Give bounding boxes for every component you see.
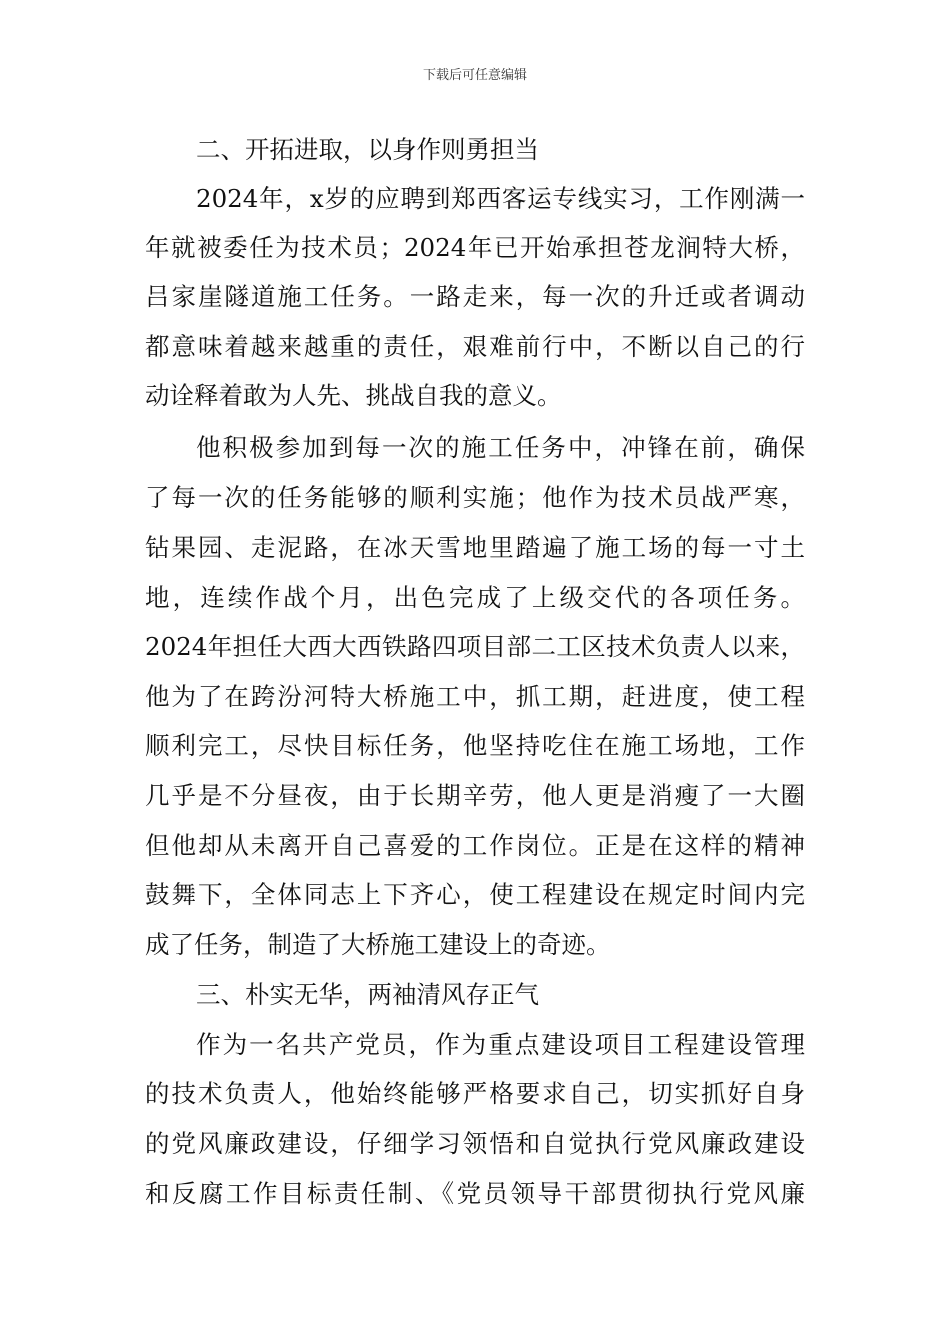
paragraph-line: 和反腐工作目标责任制、《党员领导干部贯彻执行党风廉 — [145, 1179, 805, 1208]
paragraph-line: 年就被委任为技术员；2024年已开始承担苍龙涧特大桥， — [145, 233, 805, 262]
paragraph-line: 成了任务，制造了大桥施工建设上的奇迹。 — [145, 930, 611, 959]
paragraph-line: 2024年担任大西大西铁路四项目部二工区技术负责人以来， — [145, 632, 805, 661]
paragraph-line: 他为了在跨汾河特大桥施工中，抓工期，赶进度，使工程 — [145, 682, 805, 711]
paragraph-line: 作为一名共产党员，作为重点建设项目工程建设管理 — [196, 1030, 805, 1059]
paragraph-line: 地，连续作战个月，出色完成了上级交代的各项任务。 — [145, 583, 805, 612]
paragraph-line: 鼓舞下，全体同志上下齐心，使工程建设在规定时间内完 — [145, 880, 805, 909]
paragraph-line: 的党风廉政建设，仔细学习领悟和自觉执行党风廉政建设 — [145, 1129, 805, 1158]
paragraph-line: 2024年，x岁的应聘到郑西客运专线实习，工作刚满一 — [196, 184, 805, 213]
paragraph-line: 钻果园、走泥路，在冰天雪地里踏遍了施工场的每一寸土 — [145, 533, 805, 562]
paragraph-line: 都意味着越来越重的责任，艰难前行中，不断以自己的行 — [145, 332, 805, 361]
paragraph-line: 几乎是不分昼夜，由于长期辛劳，他人更是消瘦了一大圈 — [145, 781, 805, 810]
paragraph-line: 的技术负责人，他始终能够严格要求自己，切实抓好自身 — [145, 1079, 805, 1108]
page-header: 下载后可任意编辑 — [422, 68, 527, 83]
paragraph-line: 顺利完工，尽快目标任务，他坚持吃住在施工场地，工作 — [145, 731, 805, 760]
section-heading-3: 三、朴实无华，两袖清风存正气 — [196, 980, 539, 1009]
paragraph-line: 但他却从未离开自己喜爱的工作岗位。正是在这样的精神 — [145, 831, 805, 860]
paragraph-line: 动诠释着敢为人先、挑战自我的意义。 — [145, 381, 562, 410]
paragraph-line: 了每一次的任务能够的顺利实施；他作为技术员战严寒， — [145, 483, 805, 512]
paragraph-line: 他积极参加到每一次的施工任务中，冲锋在前，确保 — [196, 433, 805, 462]
paragraph-line: 吕家崖隧道施工任务。一路走来，每一次的升迁或者调动 — [145, 282, 805, 311]
section-heading-2: 二、开拓进取，以身作则勇担当 — [196, 135, 539, 164]
